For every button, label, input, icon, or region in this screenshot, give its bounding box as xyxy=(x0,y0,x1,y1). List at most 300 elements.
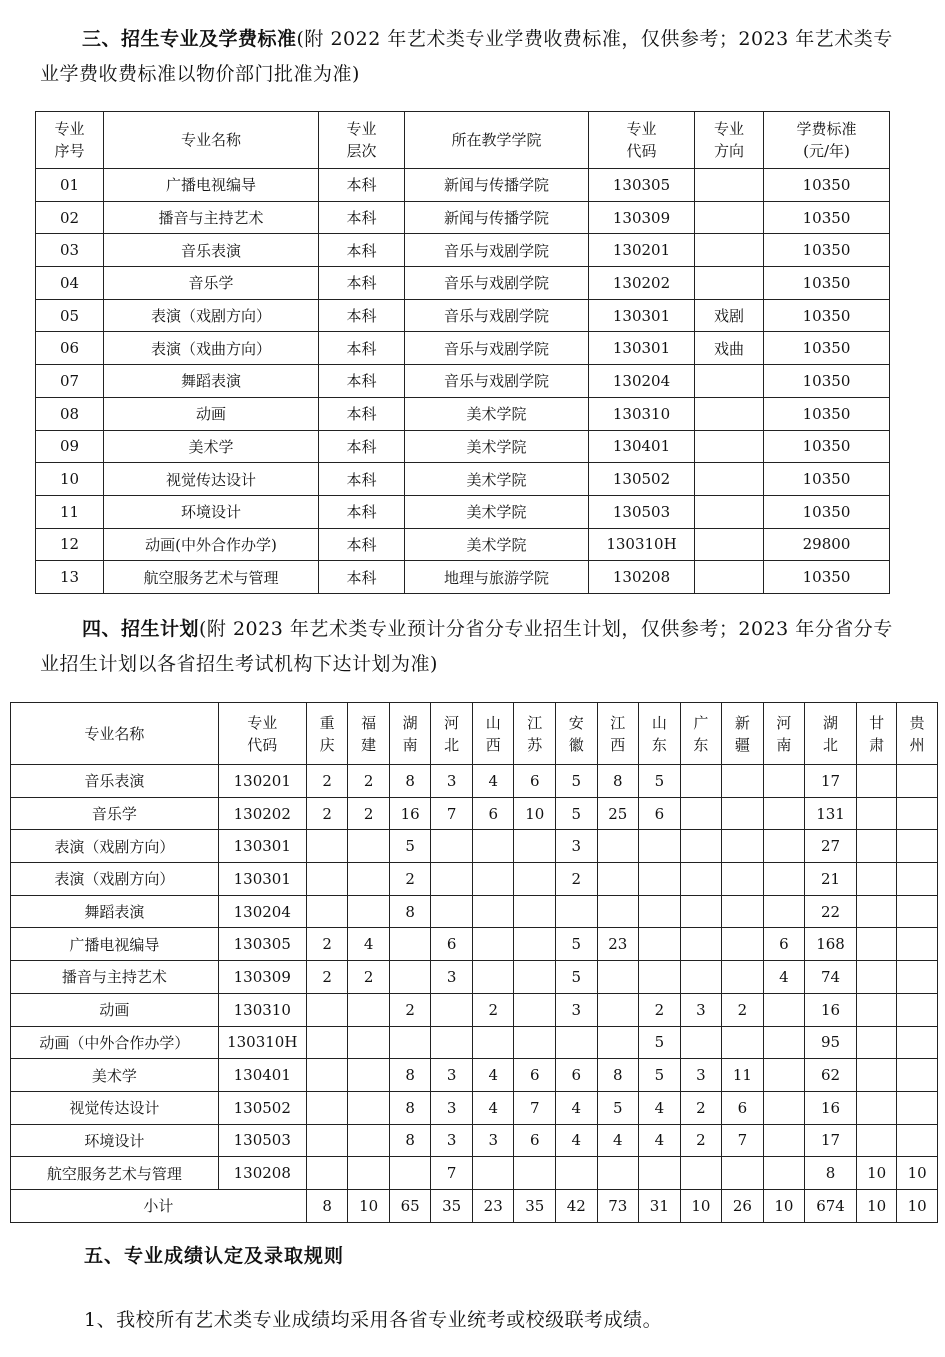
table-cell: 12 xyxy=(36,528,104,561)
table-cell xyxy=(472,961,514,994)
table-cell: 2 xyxy=(556,863,598,896)
table-cell: 本科 xyxy=(319,267,405,300)
column-header: 贵 州 xyxy=(897,703,938,765)
table-cell: 5 xyxy=(639,1059,681,1092)
table-cell xyxy=(856,1091,897,1124)
table-cell xyxy=(763,1091,805,1124)
table-cell xyxy=(306,895,348,928)
table-row xyxy=(11,1091,938,1124)
column-header: 专业 序号 xyxy=(36,112,104,169)
table-cell: 音乐表演 xyxy=(11,765,219,798)
table-cell: 表演（戏剧方向） xyxy=(104,299,319,332)
table-cell xyxy=(897,830,938,863)
total-cell: 10 xyxy=(763,1189,805,1222)
table-cell xyxy=(680,895,722,928)
table-row xyxy=(11,928,938,961)
table-row xyxy=(36,397,890,430)
section4-heading: 四、招生计划 xyxy=(82,618,200,640)
total-cell: 73 xyxy=(597,1189,639,1222)
table-cell xyxy=(348,1157,390,1190)
table-cell: 8 xyxy=(805,1157,857,1190)
table-cell: 16 xyxy=(805,993,857,1026)
table-cell xyxy=(763,993,805,1026)
table-cell: 3 xyxy=(431,1091,473,1124)
table-cell: 130202 xyxy=(589,267,695,300)
table-cell: 本科 xyxy=(319,430,405,463)
table-cell xyxy=(431,863,473,896)
table-cell xyxy=(722,797,764,830)
table-cell: 广播电视编导 xyxy=(104,169,319,202)
table-cell: 播音与主持艺术 xyxy=(11,961,219,994)
table-cell: 130502 xyxy=(589,463,695,496)
table-cell: 本科 xyxy=(319,201,405,234)
table-cell: 3 xyxy=(680,993,722,1026)
table-cell: 131 xyxy=(805,797,857,830)
table-cell xyxy=(431,895,473,928)
table-cell: 16 xyxy=(805,1091,857,1124)
table-cell: 2 xyxy=(472,993,514,1026)
table-cell: 10350 xyxy=(764,332,890,365)
table-cell: 3 xyxy=(680,1059,722,1092)
table-cell: 04 xyxy=(36,267,104,300)
table-cell xyxy=(763,895,805,928)
table-cell: 6 xyxy=(431,928,473,961)
table-cell xyxy=(695,495,764,528)
table-cell xyxy=(431,993,473,1026)
table-cell: 航空服务艺术与管理 xyxy=(11,1157,219,1190)
table-cell xyxy=(514,993,556,1026)
section4-paragraph xyxy=(40,612,900,682)
table-cell: 3 xyxy=(431,1124,473,1157)
table-cell xyxy=(695,463,764,496)
table-cell: 10350 xyxy=(764,234,890,267)
table-cell xyxy=(639,961,681,994)
table-cell xyxy=(680,961,722,994)
table-cell: 29800 xyxy=(764,528,890,561)
table-cell xyxy=(514,895,556,928)
table-cell: 10 xyxy=(897,1157,938,1190)
table-cell xyxy=(389,1026,431,1059)
table-cell xyxy=(514,928,556,961)
table-cell: 6 xyxy=(639,797,681,830)
table-cell xyxy=(514,1026,556,1059)
table-cell xyxy=(897,863,938,896)
table-cell xyxy=(348,1026,390,1059)
column-header: 专业 代码 xyxy=(589,112,695,169)
table-cell: 动画(中外合作办学) xyxy=(104,528,319,561)
table-cell xyxy=(680,765,722,798)
table-cell xyxy=(897,928,938,961)
table-cell: 音乐学 xyxy=(104,267,319,300)
table-cell: 23 xyxy=(597,928,639,961)
table-row xyxy=(36,495,890,528)
table-cell: 8 xyxy=(389,1059,431,1092)
table-cell: 本科 xyxy=(319,299,405,332)
column-header: 学费标准 (元/年) xyxy=(764,112,890,169)
table-cell xyxy=(680,797,722,830)
table-cell: 17 xyxy=(805,1124,857,1157)
table-cell: 音乐与戏剧学院 xyxy=(405,267,589,300)
table-row xyxy=(36,267,890,300)
table-cell: 10 xyxy=(856,1157,897,1190)
table-row xyxy=(36,365,890,398)
table-cell: 21 xyxy=(805,863,857,896)
table-cell: 美术学院 xyxy=(405,495,589,528)
table-cell: 5 xyxy=(556,797,598,830)
table-cell: 3 xyxy=(431,961,473,994)
table-row xyxy=(36,561,890,594)
table-cell: 95 xyxy=(805,1026,857,1059)
table-cell xyxy=(897,797,938,830)
table-cell: 动画 xyxy=(104,397,319,430)
table-row xyxy=(11,765,938,798)
table-cell: 8 xyxy=(597,1059,639,1092)
total-cell: 10 xyxy=(348,1189,390,1222)
table-cell xyxy=(597,1026,639,1059)
table-cell: 4 xyxy=(556,1091,598,1124)
table-cell xyxy=(472,863,514,896)
table-cell xyxy=(897,961,938,994)
section3-note: (附 2022 年艺术类专业学费收费标准，仅供参考；2023 年艺术类专业学费收费标准以物价部门批准为准) xyxy=(40,28,893,85)
table-cell: 3 xyxy=(431,765,473,798)
table-cell: 130208 xyxy=(218,1157,306,1190)
column-header: 安 徽 xyxy=(556,703,598,765)
table-cell: 10350 xyxy=(764,169,890,202)
table-cell: 本科 xyxy=(319,365,405,398)
table-cell: 美术学院 xyxy=(405,528,589,561)
table-cell: 5 xyxy=(556,928,598,961)
plan-table-header xyxy=(11,703,938,765)
table-cell xyxy=(389,928,431,961)
column-header: 专业 层次 xyxy=(319,112,405,169)
table-row xyxy=(36,201,890,234)
total-cell: 8 xyxy=(306,1189,348,1222)
table-cell: 舞蹈表演 xyxy=(104,365,319,398)
table-row xyxy=(11,830,938,863)
section3-heading: 三、招生专业及学费标准 xyxy=(82,28,297,50)
total-cell: 35 xyxy=(514,1189,556,1222)
table-cell xyxy=(306,1059,348,1092)
table-cell: 3 xyxy=(556,830,598,863)
table-cell: 130301 xyxy=(218,830,306,863)
table-cell xyxy=(722,1026,764,1059)
table-row xyxy=(11,1059,938,1092)
total-cell: 10 xyxy=(856,1189,897,1222)
column-header: 新 疆 xyxy=(722,703,764,765)
table-cell: 06 xyxy=(36,332,104,365)
table-cell xyxy=(897,765,938,798)
table-cell xyxy=(306,1026,348,1059)
table-cell xyxy=(680,1157,722,1190)
column-header: 江 苏 xyxy=(514,703,556,765)
total-cell: 674 xyxy=(805,1189,857,1222)
table-cell: 6 xyxy=(722,1091,764,1124)
table-cell: 2 xyxy=(389,863,431,896)
table-cell: 美术学院 xyxy=(405,430,589,463)
table-cell: 2 xyxy=(639,993,681,1026)
table-cell xyxy=(856,863,897,896)
table-cell xyxy=(763,1157,805,1190)
table-cell: 03 xyxy=(36,234,104,267)
table-cell: 音乐与戏剧学院 xyxy=(405,365,589,398)
table-cell: 05 xyxy=(36,299,104,332)
total-cell: 35 xyxy=(431,1189,473,1222)
column-header: 江 西 xyxy=(597,703,639,765)
table-cell: 130309 xyxy=(589,201,695,234)
table-cell xyxy=(897,1026,938,1059)
table-cell: 8 xyxy=(389,1124,431,1157)
table-cell: 5 xyxy=(639,765,681,798)
table-cell xyxy=(856,1026,897,1059)
table-cell xyxy=(856,1059,897,1092)
table-cell: 11 xyxy=(36,495,104,528)
table-cell xyxy=(306,830,348,863)
total-cell: 31 xyxy=(639,1189,681,1222)
table-cell: 4 xyxy=(639,1091,681,1124)
table-cell: 130309 xyxy=(218,961,306,994)
table-cell: 8 xyxy=(597,765,639,798)
table-cell: 航空服务艺术与管理 xyxy=(104,561,319,594)
table-cell: 6 xyxy=(556,1059,598,1092)
table-cell: 4 xyxy=(556,1124,598,1157)
total-cell: 65 xyxy=(389,1189,431,1222)
table-cell: 音乐学 xyxy=(11,797,219,830)
table-cell xyxy=(856,895,897,928)
table-cell xyxy=(680,1026,722,1059)
table-cell: 戏曲 xyxy=(695,332,764,365)
table-row xyxy=(36,299,890,332)
table-cell: 10350 xyxy=(764,365,890,398)
table-cell: 本科 xyxy=(319,463,405,496)
table-cell xyxy=(722,830,764,863)
table-cell: 2 xyxy=(389,993,431,1026)
table-cell: 168 xyxy=(805,928,857,961)
table-cell: 视觉传达设计 xyxy=(11,1091,219,1124)
table-cell: 08 xyxy=(36,397,104,430)
table-cell xyxy=(639,863,681,896)
table-cell xyxy=(639,928,681,961)
table-cell: 8 xyxy=(389,1091,431,1124)
table-cell xyxy=(856,928,897,961)
table-cell: 09 xyxy=(36,430,104,463)
table-cell xyxy=(306,1091,348,1124)
table-cell xyxy=(680,928,722,961)
table-cell: 音乐与戏剧学院 xyxy=(405,234,589,267)
table-row xyxy=(36,463,890,496)
table-cell xyxy=(897,993,938,1026)
totals-row xyxy=(11,1189,938,1222)
table-cell xyxy=(431,1026,473,1059)
table-cell xyxy=(639,830,681,863)
table-cell: 本科 xyxy=(319,561,405,594)
table-row xyxy=(11,863,938,896)
table-cell: 4 xyxy=(348,928,390,961)
table-cell: 130305 xyxy=(218,928,306,961)
table-cell xyxy=(695,169,764,202)
table-cell: 动画（中外合作办学） xyxy=(11,1026,219,1059)
table-cell: 美术学院 xyxy=(405,397,589,430)
table-cell xyxy=(763,765,805,798)
table-cell: 10350 xyxy=(764,463,890,496)
table-cell xyxy=(763,1026,805,1059)
table-cell: 本科 xyxy=(319,528,405,561)
table-cell: 5 xyxy=(556,765,598,798)
table-cell xyxy=(856,797,897,830)
column-header: 湖 南 xyxy=(389,703,431,765)
table-cell xyxy=(722,863,764,896)
table-cell xyxy=(431,830,473,863)
table-cell: 10350 xyxy=(764,561,890,594)
table-cell xyxy=(348,993,390,1026)
table-cell xyxy=(897,1124,938,1157)
table-cell xyxy=(639,895,681,928)
table-cell xyxy=(856,1124,897,1157)
table-cell: 新闻与传播学院 xyxy=(405,169,589,202)
table-cell: 130502 xyxy=(218,1091,306,1124)
table-cell: 2 xyxy=(306,797,348,830)
table-cell xyxy=(306,1124,348,1157)
table-cell: 4 xyxy=(639,1124,681,1157)
table-cell: 环境设计 xyxy=(104,495,319,528)
total-cell: 23 xyxy=(472,1189,514,1222)
table-cell xyxy=(348,830,390,863)
table-row xyxy=(11,895,938,928)
table-cell: 130503 xyxy=(218,1124,306,1157)
table-cell: 10350 xyxy=(764,397,890,430)
table-row xyxy=(11,961,938,994)
total-cell: 10 xyxy=(680,1189,722,1222)
table-cell xyxy=(763,797,805,830)
table-cell: 10350 xyxy=(764,430,890,463)
table-cell: 130401 xyxy=(218,1059,306,1092)
table-cell xyxy=(514,830,556,863)
table-cell xyxy=(597,993,639,1026)
table-cell xyxy=(695,397,764,430)
table-cell xyxy=(722,765,764,798)
table-cell: 10350 xyxy=(764,495,890,528)
column-header: 所在教学学院 xyxy=(405,112,589,169)
table-cell: 130401 xyxy=(589,430,695,463)
table-cell: 2 xyxy=(306,928,348,961)
table-cell: 10 xyxy=(36,463,104,496)
table-cell xyxy=(695,430,764,463)
column-header: 广 东 xyxy=(680,703,722,765)
table-cell: 10 xyxy=(514,797,556,830)
table-cell xyxy=(680,863,722,896)
table-cell xyxy=(763,863,805,896)
table-cell xyxy=(472,830,514,863)
column-header: 重 庆 xyxy=(306,703,348,765)
table-cell: 本科 xyxy=(319,332,405,365)
table-row xyxy=(36,332,890,365)
table-row xyxy=(36,234,890,267)
table-cell: 02 xyxy=(36,201,104,234)
table-cell: 62 xyxy=(805,1059,857,1092)
totals-label: 小计 xyxy=(11,1189,307,1222)
table-cell: 7 xyxy=(722,1124,764,1157)
table-cell: 5 xyxy=(639,1026,681,1059)
table-cell: 4 xyxy=(472,1059,514,1092)
table-cell xyxy=(306,863,348,896)
section4-note: (附 2023 年艺术类专业预计分省分专业招生计划，仅供参考；2023 年分省分专业招生计划以各省招生考试机构下达计划为准) xyxy=(40,618,893,675)
table-cell: 2 xyxy=(306,765,348,798)
column-header: 福 建 xyxy=(348,703,390,765)
section5-heading: 五、专业成绩认定及录取规则 xyxy=(84,1245,345,1267)
table-cell: 2 xyxy=(722,993,764,1026)
table-cell xyxy=(695,201,764,234)
table-cell: 16 xyxy=(389,797,431,830)
table-cell: 广播电视编导 xyxy=(11,928,219,961)
table-row xyxy=(11,1026,938,1059)
table-cell xyxy=(856,830,897,863)
column-header: 专业 代码 xyxy=(218,703,306,765)
table-cell xyxy=(306,1157,348,1190)
table-cell xyxy=(639,1157,681,1190)
column-header: 专业 方向 xyxy=(695,112,764,169)
table-cell xyxy=(597,830,639,863)
table-cell xyxy=(348,1059,390,1092)
table-cell: 6 xyxy=(472,797,514,830)
table-cell: 美术学 xyxy=(11,1059,219,1092)
table-cell: 2 xyxy=(348,765,390,798)
table-cell: 2 xyxy=(306,961,348,994)
table-cell: 8 xyxy=(389,765,431,798)
table-row xyxy=(11,993,938,1026)
table-cell: 10350 xyxy=(764,201,890,234)
table-cell: 7 xyxy=(431,797,473,830)
table-cell xyxy=(722,961,764,994)
table-cell: 130305 xyxy=(589,169,695,202)
table-row xyxy=(11,797,938,830)
table-cell xyxy=(695,267,764,300)
table-cell xyxy=(597,895,639,928)
table-cell xyxy=(514,961,556,994)
column-header: 山 西 xyxy=(472,703,514,765)
table-cell: 130204 xyxy=(589,365,695,398)
table-cell xyxy=(695,561,764,594)
table-cell: 2 xyxy=(348,797,390,830)
table-cell: 13 xyxy=(36,561,104,594)
table-cell: 4 xyxy=(472,1091,514,1124)
table-cell: 4 xyxy=(597,1124,639,1157)
table-cell xyxy=(472,928,514,961)
table-cell: 4 xyxy=(472,765,514,798)
table-cell: 130204 xyxy=(218,895,306,928)
table-row xyxy=(36,528,890,561)
table-cell xyxy=(472,895,514,928)
table-cell: 6 xyxy=(514,1059,556,1092)
table-cell: 17 xyxy=(805,765,857,798)
table-cell: 2 xyxy=(680,1091,722,1124)
table-cell xyxy=(856,961,897,994)
table-cell: 130201 xyxy=(218,765,306,798)
table-cell: 10350 xyxy=(764,267,890,300)
table-cell xyxy=(763,1059,805,1092)
table-cell: 25 xyxy=(597,797,639,830)
table-cell: 74 xyxy=(805,961,857,994)
table-cell: 130310H xyxy=(589,528,695,561)
table-cell: 130301 xyxy=(589,332,695,365)
table-cell: 5 xyxy=(597,1091,639,1124)
table-cell: 本科 xyxy=(319,397,405,430)
table-cell: 2 xyxy=(680,1124,722,1157)
table-cell: 3 xyxy=(472,1124,514,1157)
table-cell: 8 xyxy=(389,895,431,928)
table-cell xyxy=(763,830,805,863)
table-cell: 130208 xyxy=(589,561,695,594)
table-cell xyxy=(597,863,639,896)
table-cell xyxy=(680,830,722,863)
